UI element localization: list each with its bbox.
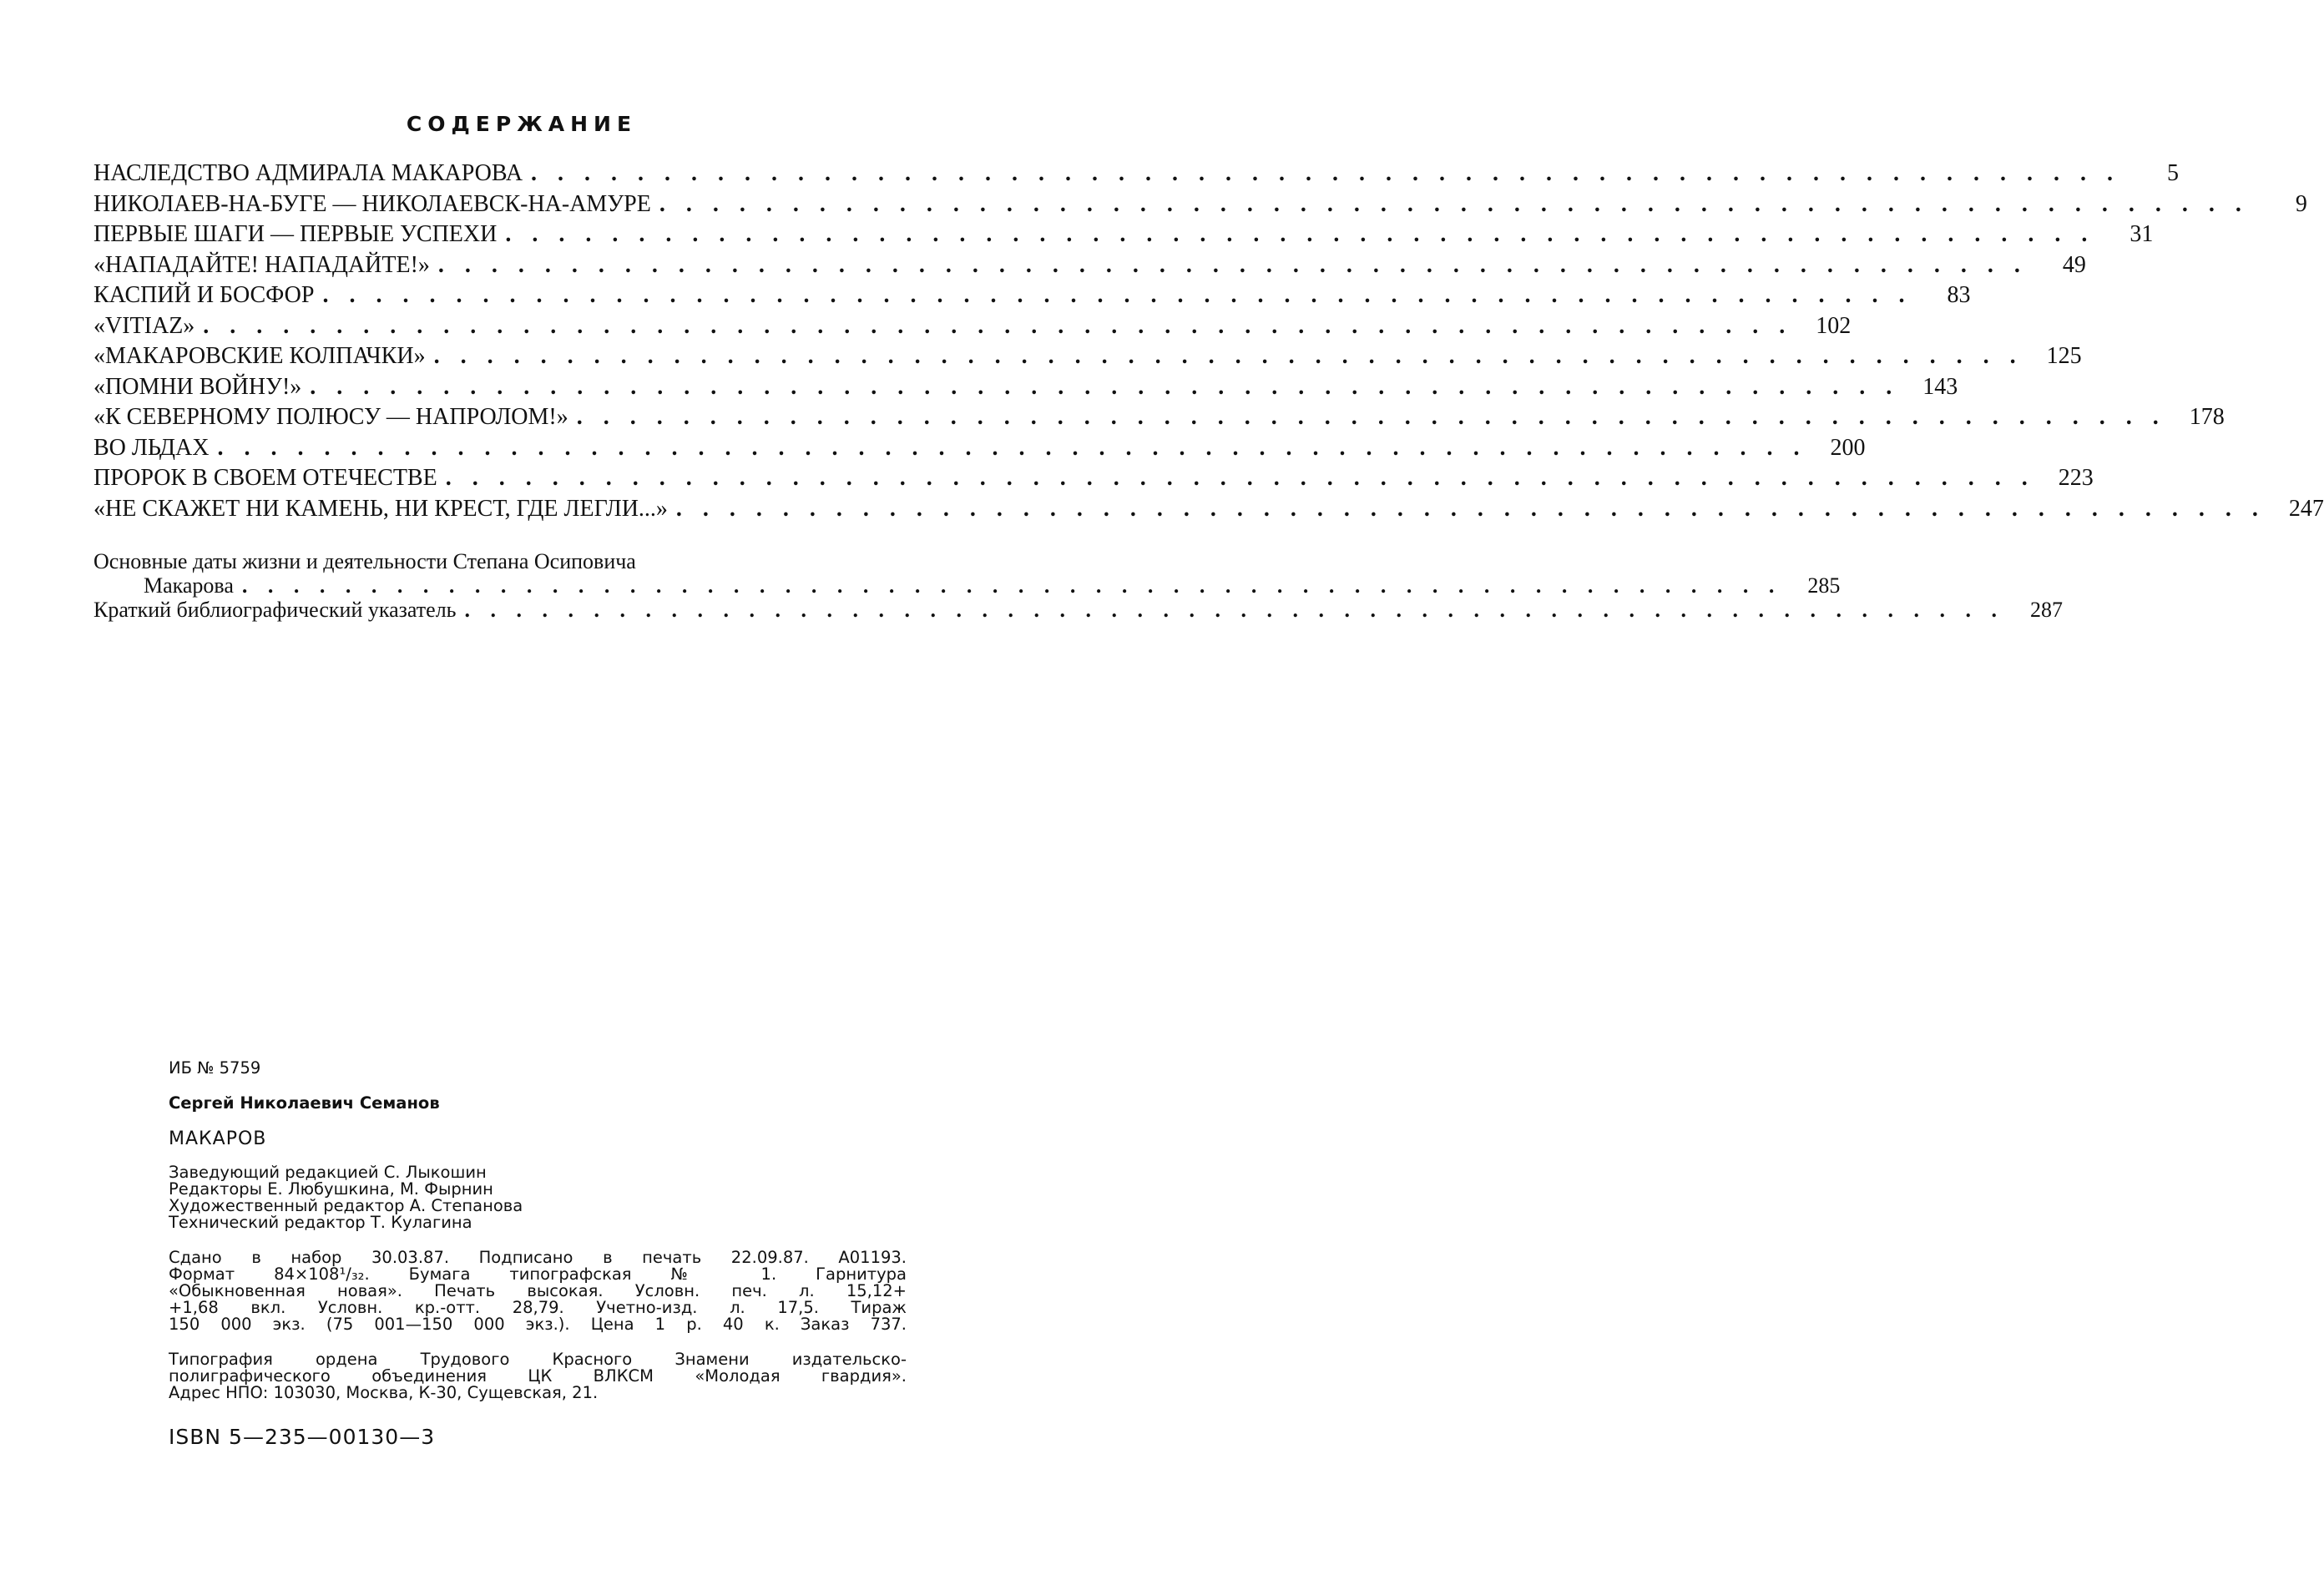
press-line: Адрес НПО: 103030, Москва, К-30, Сущевская, 21. <box>169 1383 599 1402</box>
staff-line: Художественный редактор А. Степанова <box>169 1196 523 1215</box>
toc-leader-dots: . . . . . . . . . . . . . . . . . . . . . . . . . . . . . . . . . . . . . . . . . . . . . . . . . . . . . . . . . . . . <box>675 495 2266 522</box>
toc-entry-title: КАСПИЙ И БОСФОР <box>93 282 315 308</box>
toc-entry-page: 5 <box>2167 160 2180 186</box>
toc-leader-dots: . . . . . . . . . . . . . . . . . . . . . . . . . . . . . . . . . . . . . . . . . . . . . . . . . . . . . . . . . . . . <box>659 190 2249 217</box>
toc-entry <box>93 159 2180 189</box>
toc-leader-dots: . . . . . . . . . . . . . . . . . . . . . . . . . . . . . . . . . . . . . . . . . . . . . . . . . . . . . . . . . . . . <box>576 404 2166 430</box>
toc-leader-dots: . . . . . . . . . . . . . . . . . . . . . . . . . . . . . . . . . . . . . . . . . . . . . . . . . . . . . . . . . . . . <box>464 598 2005 622</box>
toc-leader-dots: . . . . . . . . . . . . . . . . . . . . . . . . . . . . . . . . . . . . . . . . . . . . . . . . . . . . . . . . . . . . <box>433 343 2023 369</box>
toc-entry-title: ПЕРВЫЕ ШАГИ — ПЕРВЫЕ УСПЕХИ <box>93 221 498 247</box>
toc-entry-title: «НЕ СКАЖЕТ НИ КАМЕНЬ, НИ КРЕСТ, ГДЕ ЛЕГЛИ...» <box>93 495 668 522</box>
toc-entry-title: НАСЛЕДСТВО АДМИРАЛА МАКАРОВА <box>93 160 523 186</box>
imprint-block <box>169 1058 907 1450</box>
printing-line: Формат 84×108¹/₃₂. Бумага типографская № 1. Гарнитура <box>169 1265 907 1284</box>
toc-leader-dots: . . . . . . . . . . . . . . . . . . . . . . . . . . . . . . . . . . . . . . . . . . . . . . . . . . . . . . . . . . . . <box>531 160 2121 186</box>
toc-leader-dots: . . . . . . . . . . . . . . . . . . . . . . . . . . . . . . . . . . . . . . . . . . . . . . . . . . . . . . . . . . . . <box>505 221 2095 247</box>
bibliography-entry-title: Краткий библиографический указатель <box>93 598 457 622</box>
toc-entry <box>93 280 1971 311</box>
printing-line: «Обыкновенная новая». Печать высокая. Условн. печ. л. 15,12+ <box>169 1281 907 1300</box>
dates-entry-title-line2: Макарова <box>144 573 234 598</box>
dates-entry <box>93 573 1841 598</box>
toc-entry <box>93 372 1958 403</box>
toc-entry-page: 143 <box>1922 373 1958 400</box>
toc-entry <box>93 220 2154 250</box>
book-title: МАКАРОВ <box>169 1128 267 1149</box>
press-line: Типография ордена Трудового Красного Знамени издательско- <box>169 1350 907 1369</box>
ib-number: ИБ № 5759 <box>169 1058 261 1078</box>
isbn: ISBN 5—235—00130—3 <box>169 1425 436 1449</box>
toc-leader-dots: . . . . . . . . . . . . . . . . . . . . . . . . . . . . . . . . . . . . . . . . . . . . . . . . . . . . . . . . . . . . <box>310 373 1900 400</box>
toc-entry-page: 31 <box>2129 221 2154 247</box>
bibliography-entry <box>93 598 2064 622</box>
toc-entry <box>93 463 2094 494</box>
toc-entry-title: НИКОЛАЕВ-НА-БУГЕ — НИКОЛАЕВСК-НА-АМУРЕ <box>93 190 651 217</box>
editorial-staff <box>169 1164 907 1231</box>
toc-appendix <box>93 549 2064 622</box>
toc-leader-dots: . . . . . . . . . . . . . . . . . . . . . . . . . . . . . . . . . . . . . . . . . . . . . . . . . . . . . . . . . . . . <box>241 573 1782 598</box>
toc-entry-title: «К СЕВЕРНОМУ ПОЛЮСУ — НАПРОЛОМ!» <box>93 404 568 430</box>
toc-entry-page: 9 <box>2295 190 2307 217</box>
table-of-contents <box>93 159 2324 524</box>
toc-entry <box>93 250 2086 281</box>
toc-entry-title: «НАПАДАЙТЕ! НАПАДАЙТЕ!» <box>93 251 430 278</box>
toc-entry-page: 200 <box>1830 434 1866 461</box>
bibliography-entry-page: 287 <box>2030 598 2064 622</box>
staff-line: Редакторы Е. Любушкина, М. Фырнин <box>169 1179 493 1199</box>
toc-entry-title: ВО ЛЬДАХ <box>93 434 210 461</box>
printing-house <box>169 1351 907 1401</box>
dates-entry-title-line1: Основные даты жизни и деятельности Степана Осиповича <box>93 549 636 573</box>
toc-entry-page: 223 <box>2058 465 2094 491</box>
toc-entry-page: 49 <box>2062 251 2086 278</box>
press-line: полиграфического объединения ЦК ВЛКСМ «Молодая гвардия». <box>169 1366 907 1386</box>
staff-line: Технический редактор Т. Кулагина <box>169 1213 472 1232</box>
toc-entry-title: ПРОРОК В СВОЕМ ОТЕЧЕСТВЕ <box>93 465 437 491</box>
toc-entry-title: «МАКАРОВСКИЕ КОЛПАЧКИ» <box>93 343 426 369</box>
toc-entry-page: 102 <box>1816 312 1852 339</box>
toc-entry <box>93 433 1866 464</box>
toc-leader-dots: . . . . . . . . . . . . . . . . . . . . . . . . . . . . . . . . . . . . . . . . . . . . . . . . . . . . . . . . . . . . <box>437 251 2028 278</box>
toc-entry <box>93 311 1852 342</box>
toc-entry <box>93 341 2082 372</box>
toc-heading: СОДЕРЖАНИЕ <box>406 112 638 136</box>
printing-line: +1,68 вкл. Условн. кр.-отт. 28,79. Учетно-изд. л. 17,5. Тираж <box>169 1298 907 1317</box>
staff-line: Заведующий редакцией С. Лыкошин <box>169 1163 487 1182</box>
toc-entry-page: 247 <box>2288 495 2324 522</box>
toc-entry <box>93 402 2225 433</box>
toc-entry-page: 178 <box>2189 404 2225 430</box>
toc-entry-page: 83 <box>1947 282 1971 308</box>
toc-entry <box>93 189 2307 220</box>
author-name: Сергей Николаевич Семанов <box>169 1093 440 1113</box>
toc-entry-title: «ПОМНИ ВОЙНУ!» <box>93 373 302 400</box>
toc-leader-dots: . . . . . . . . . . . . . . . . . . . . . . . . . . . . . . . . . . . . . . . . . . . . . . . . . . . . . . . . . . . . <box>322 282 1912 308</box>
toc-leader-dots: . . . . . . . . . . . . . . . . . . . . . . . . . . . . . . . . . . . . . . . . . . . . . . . . . . . . . . . . . . . . <box>203 312 1793 339</box>
toc-entry-page: 125 <box>2046 343 2082 369</box>
toc-entry-title: «VITIAZ» <box>93 312 195 339</box>
printing-line: 150 000 экз. (75 001—150 000 экз.). Цена 1 р. 40 к. Заказ 737. <box>169 1315 907 1334</box>
dates-entry-page: 285 <box>1807 573 1841 598</box>
printing-line: Сдано в набор 30.03.87. Подписано в печать 22.09.87. А01193. <box>169 1248 907 1267</box>
printing-details <box>169 1249 907 1333</box>
toc-leader-dots: . . . . . . . . . . . . . . . . . . . . . . . . . . . . . . . . . . . . . . . . . . . . . . . . . . . . . . . . . . . . <box>217 434 1807 461</box>
toc-leader-dots: . . . . . . . . . . . . . . . . . . . . . . . . . . . . . . . . . . . . . . . . . . . . . . . . . . . . . . . . . . . . <box>445 465 2035 491</box>
toc-entry <box>93 494 2324 525</box>
